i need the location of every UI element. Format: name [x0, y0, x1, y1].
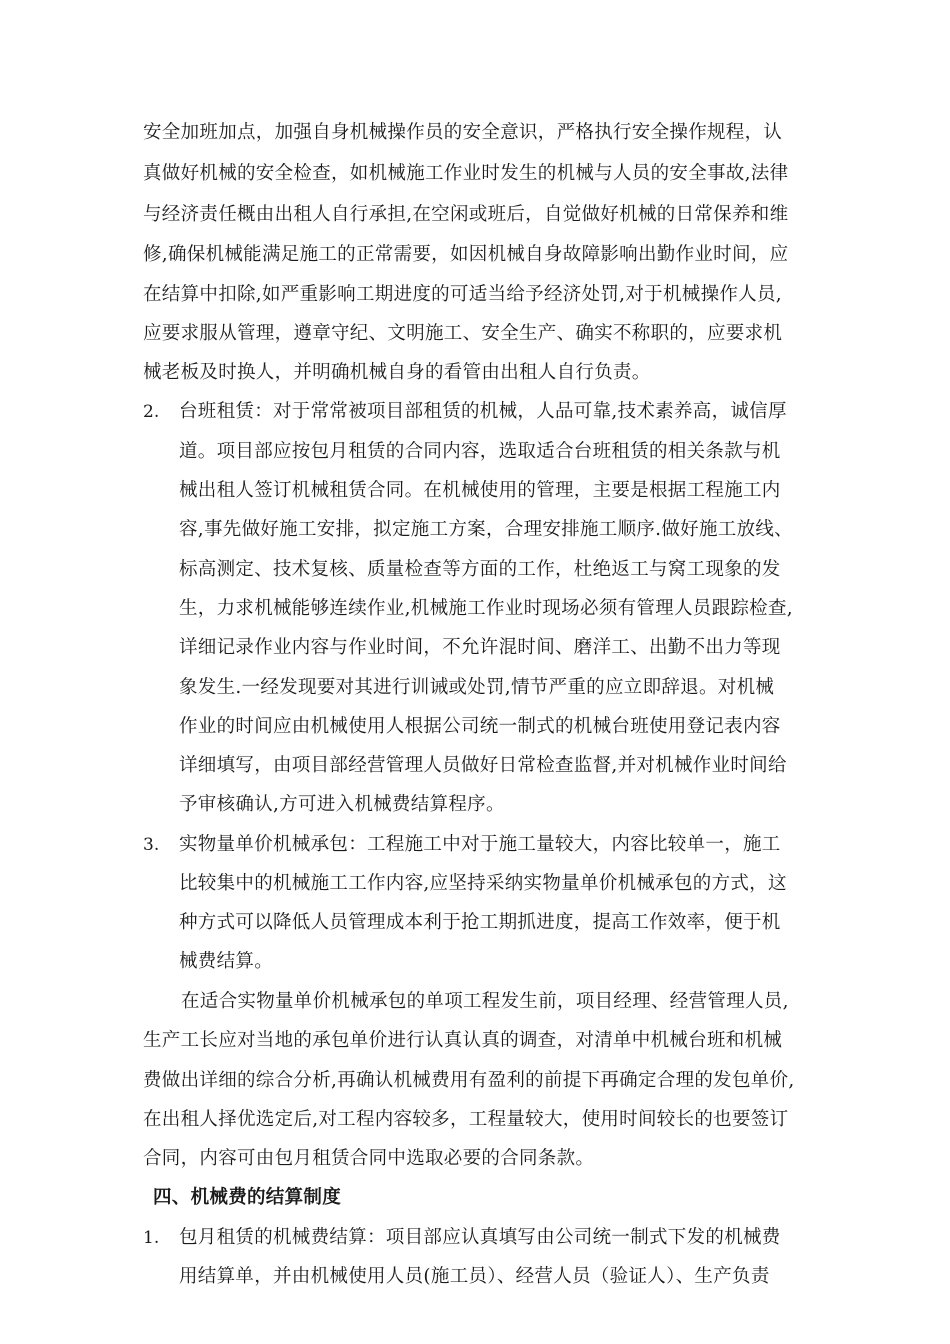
- intro-line-6: 应要求服从管理，遵章守纪、文明施工、安全生产、确实不称职的，应要求机: [143, 323, 783, 344]
- list-number-3: 3.: [143, 835, 160, 855]
- item2-line-10: 详细填写，由项目部经营管理人员做好日常检查监督,并对机械作业时间给: [179, 755, 787, 776]
- item3-line-1: 实物量单价机械承包：工程施工中对于施工量较大，内容比较单一，施工: [179, 834, 781, 855]
- list-number-1: 1.: [143, 1228, 160, 1248]
- contract-line-3: 费做出详细的综合分析,再确认机械费用有盈利的前提下再确定合理的发包单价,: [143, 1070, 795, 1091]
- list-number-2: 2.: [143, 402, 160, 422]
- item2-line-2: 道。项目部应按包月租赁的合同内容，选取适合台班租赁的相关条款与机: [179, 441, 781, 462]
- item2-line-11: 予审核确认,方可进入机械费结算程序。: [179, 794, 505, 815]
- intro-line-1: 安全加班加点，加强自身机械操作员的安全意识，严格执行安全操作规程，认: [143, 122, 783, 143]
- intro-line-2: 真做好机械的安全检查，如机械施工作业时发生的机械与人员的安全事故,法律: [143, 163, 789, 184]
- intro-line-4: 修,确保机械能满足施工的正常需要，如因机械自身故障影响出勤作业时间，应: [143, 244, 789, 265]
- item3-line-2: 比较集中的机械施工工作内容,应坚持采纳实物量单价机械承包的方式，这: [179, 873, 787, 894]
- item2-line-7: 详细记录作业内容与作业时间，不允许混时间、磨洋工、出勤不出力等现: [179, 637, 781, 658]
- contract-line-5: 合同，内容可由包月租赁合同中选取必要的合同条款。: [143, 1148, 595, 1169]
- intro-line-3: 与经济责任概由出租人自行承担,在空闲或班后，自觉做好机械的日常保养和维: [143, 204, 789, 225]
- item2-line-3: 械出租人签订机械租赁合同。在机械使用的管理，主要是根据工程施工内: [179, 480, 781, 501]
- item3-line-4: 械费结算。: [179, 951, 274, 972]
- item2-line-9: 作业的时间应由机械使用人根据公司统一制式的机械台班使用登记表内容: [179, 716, 781, 737]
- item2-line-4: 容,事先做好施工安排，拟定施工方案，合理安排施工顺序.做好施工放线、: [179, 519, 793, 540]
- intro-line-7: 械老板及时换人，并明确机械自身的看管由出租人自行负责。: [143, 362, 651, 383]
- contract-line-2: 生产工长应对当地的承包单价进行认真认真的调查，对清单中机械台班和机械: [143, 1030, 783, 1051]
- contract-line-4: 在出租人择优选定后,对工程内容较多，工程量较大，使用时间较长的也要签订: [143, 1109, 789, 1130]
- item3-line-3: 种方式可以降低人员管理成本利于抢工期抓进度，提高工作效率，便于机: [179, 912, 781, 933]
- section4-item1-line-2: 用结算单，并由机械使用人员(施工员）、经营人员（验证人）、生产负责: [179, 1266, 770, 1287]
- item2-line-8: 象发生.一经发现要对其进行训诫或处罚,情节严重的应立即辞退。对机械: [179, 677, 775, 698]
- contract-line-1: 在适合实物量单价机械承包的单项工程发生前，项目经理、经营管理人员,: [181, 991, 789, 1012]
- section4-item1-line-1: 包月租赁的机械费结算：项目部应认真填写由公司统一制式下发的机械费: [179, 1227, 781, 1248]
- item2-line-6: 生，力求机械能够连续作业,机械施工作业时现场必须有管理人员跟踪检查,: [179, 598, 793, 619]
- intro-line-5: 在结算中扣除,如严重影响工期进度的可适当给予经济处罚,对于机械操作人员,: [143, 284, 782, 305]
- section-heading: 四、机械费的结算制度: [153, 1187, 342, 1208]
- item2-line-1: 台班租赁：对于常常被项目部租赁的机械，人品可靠,技术素养高，诚信厚: [179, 401, 787, 422]
- item2-line-5: 标高测定、技术复核、质量检查等方面的工作，杜绝返工与窝工现象的发: [179, 559, 781, 580]
